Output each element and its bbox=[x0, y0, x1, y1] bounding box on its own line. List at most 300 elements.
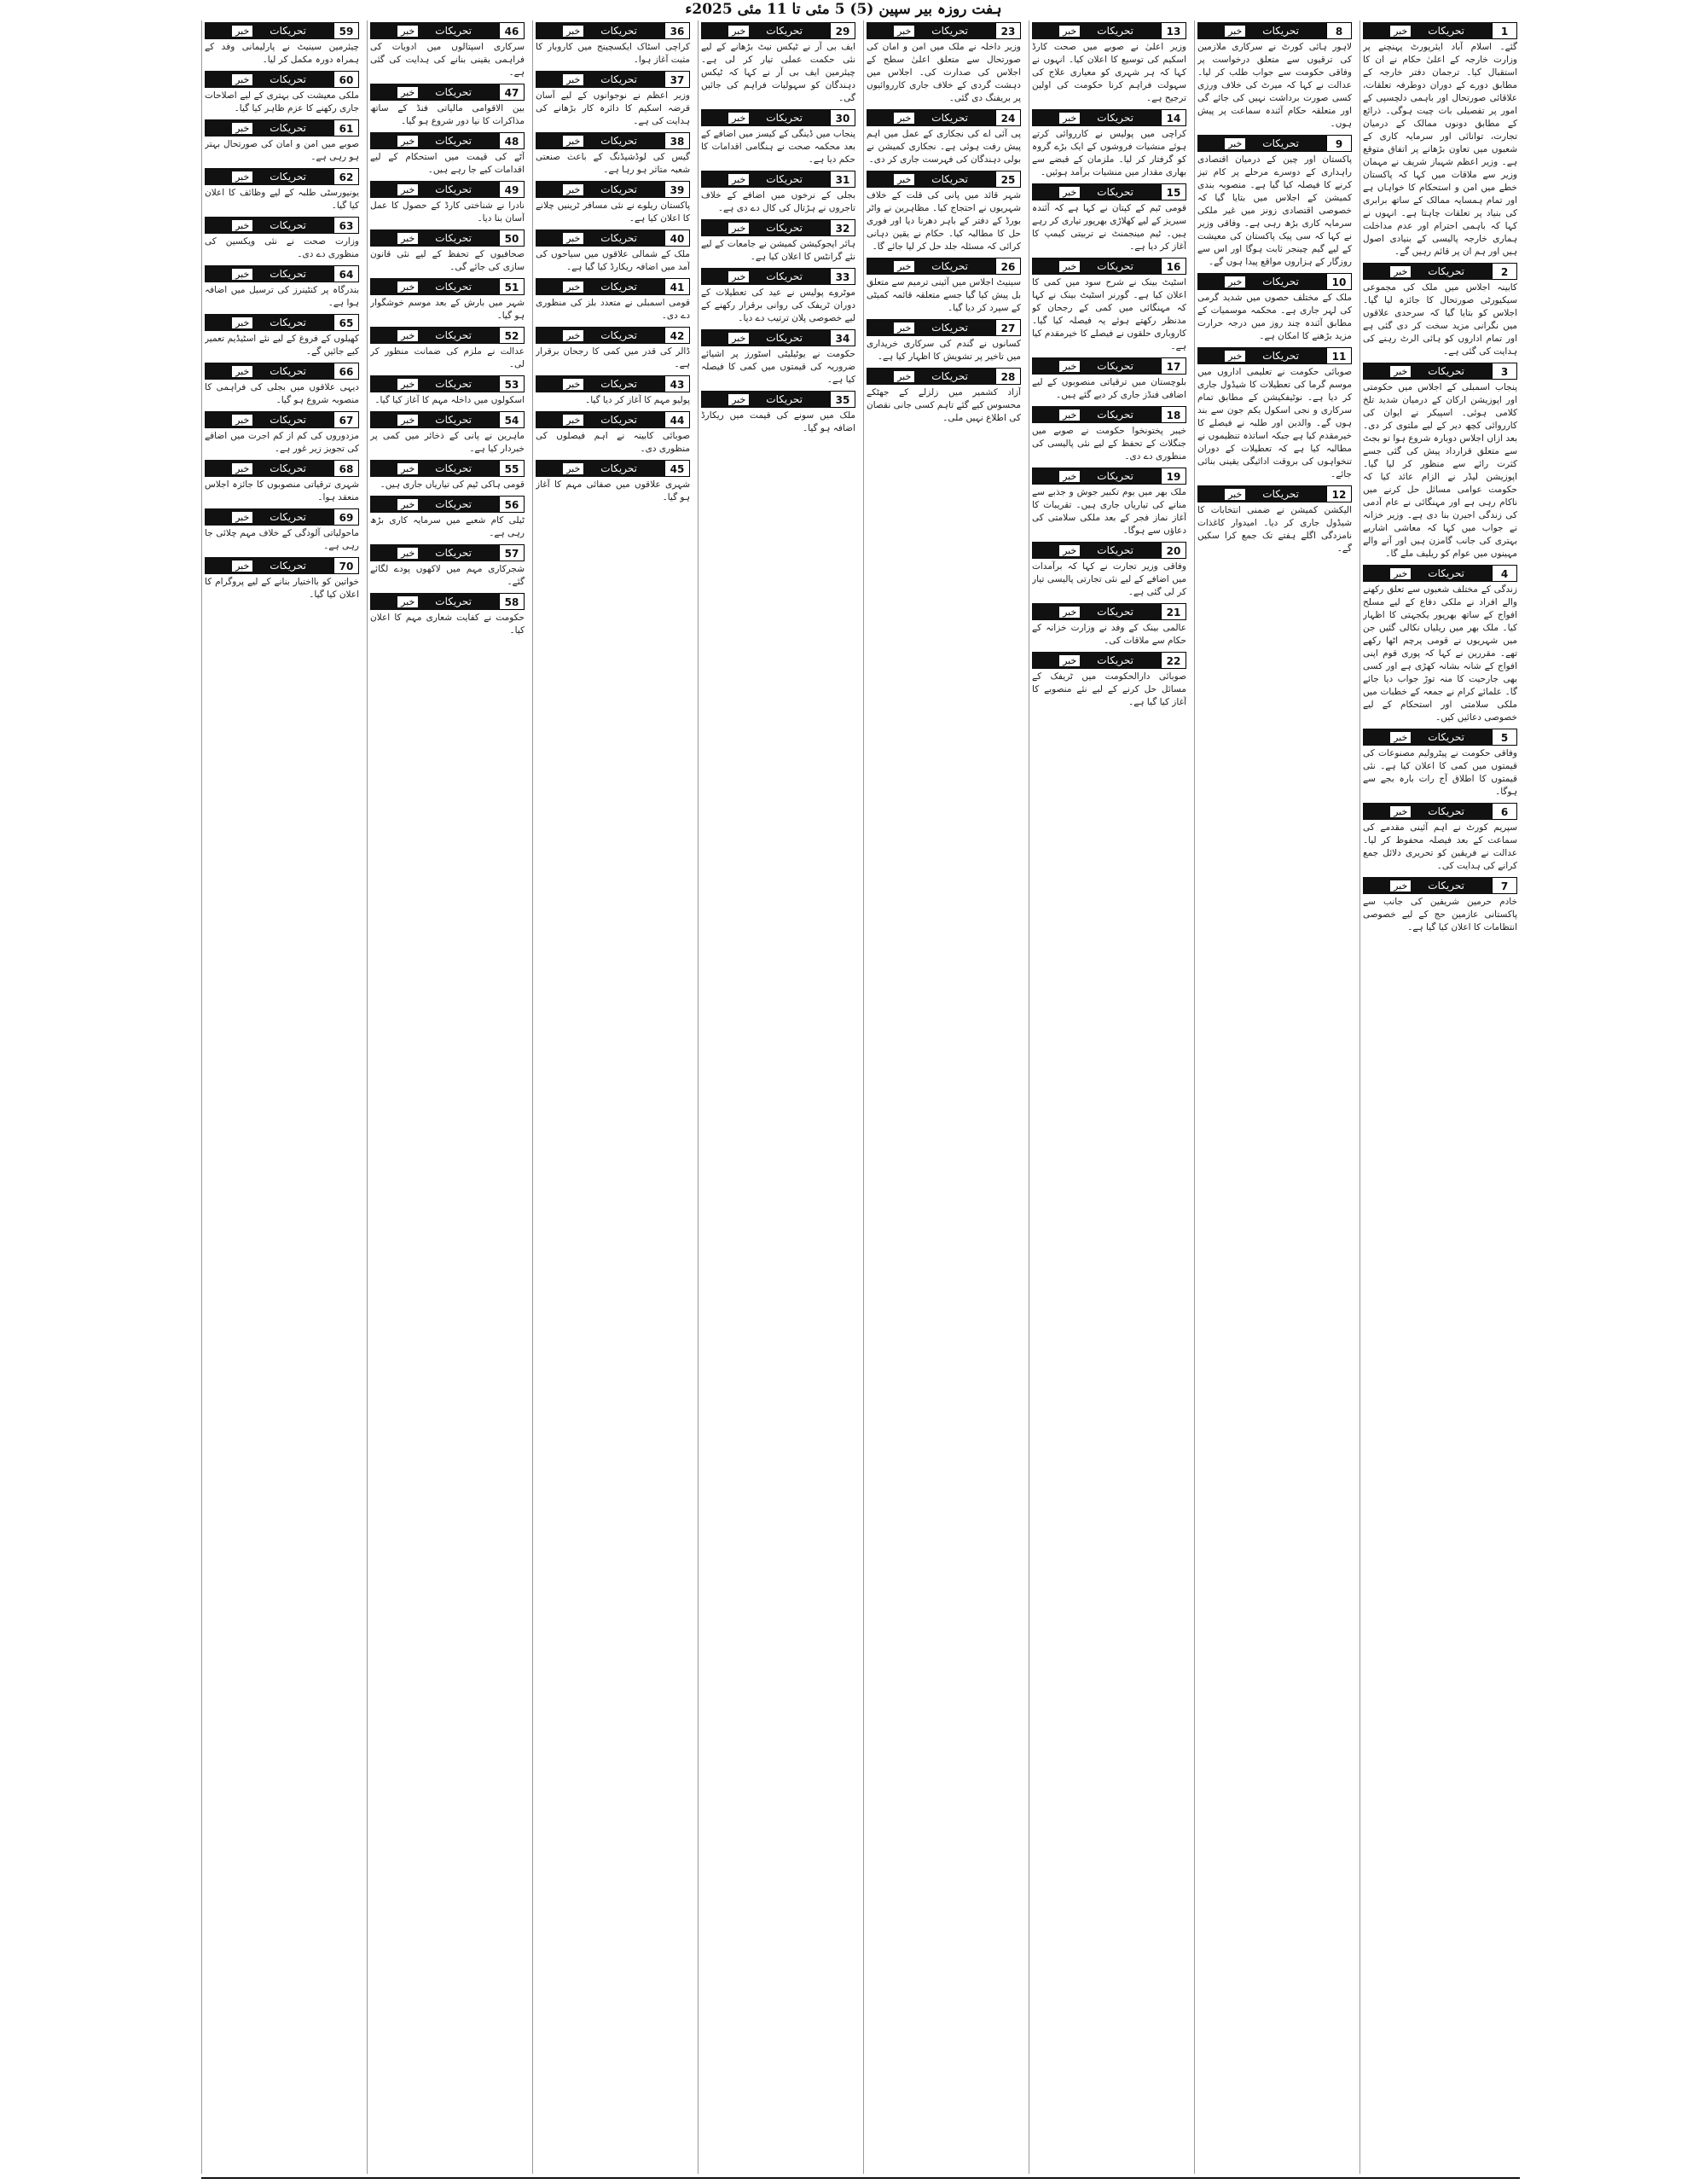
news-item-text: پی آئی اے کی نجکاری کے عمل میں اہم پیش رفت ہوئی ہے۔ نجکاری کمیشن نے بولی دہندگان کی فہرست جاری کر دی۔ bbox=[867, 129, 1021, 165]
section-label: خبر bbox=[563, 379, 583, 390]
item-number: 45 bbox=[664, 460, 690, 477]
news-item bbox=[536, 20, 690, 67]
news-item bbox=[1197, 484, 1352, 555]
section-label: خبر bbox=[397, 330, 418, 341]
section-bar bbox=[1032, 22, 1161, 39]
section-label-secondary: تحریکات bbox=[270, 317, 306, 328]
section-label-secondary: تحریکات bbox=[600, 25, 637, 37]
section-label-secondary: تحریکات bbox=[1097, 654, 1133, 666]
section-label: خبر bbox=[232, 366, 252, 377]
section-label: خبر bbox=[232, 561, 252, 572]
news-item bbox=[1197, 20, 1352, 131]
item-number: 8 bbox=[1326, 22, 1352, 39]
news-item-header bbox=[205, 508, 359, 526]
item-number: 40 bbox=[664, 229, 690, 247]
right-margin bbox=[1520, 0, 1687, 2184]
news-item-header bbox=[867, 258, 1021, 275]
news-item-text: نادرا نے شناختی کارڈ کے حصول کا عمل آسان بنا دیا۔ bbox=[370, 200, 525, 224]
item-number: 3 bbox=[1492, 363, 1517, 380]
news-item-text: ہائر ایجوکیشن کمیشن نے جامعات کے لیے نئے گرانٹس کا اعلان کیا ہے۔ bbox=[701, 239, 855, 262]
news-item bbox=[536, 228, 690, 274]
section-bar bbox=[370, 593, 499, 610]
section-label: خبر bbox=[397, 596, 418, 607]
news-item-text: قومی اسمبلی نے متعدد بلز کی منظوری دے دی۔ bbox=[536, 298, 690, 321]
section-label-secondary: تحریکات bbox=[435, 281, 472, 293]
section-label-secondary: تحریکات bbox=[435, 183, 472, 195]
section-label-secondary: تحریکات bbox=[435, 378, 472, 390]
news-item-header bbox=[1363, 803, 1517, 820]
news-item-text: زندگی کے مختلف شعبوں سے تعلق رکھنے والے افراد نے ملکی دفاع کے لیے مسلح افواج کے ساتھ بھرپور یکجہتی کا اظہار کیا۔ ملک بھر میں ریلیاں نکالی گئیں جن میں شہریوں نے قومی پرچم اٹھا رکھے تھے۔ مقررین نے کہا کہ پوری قوم اپنی افواج کے شانہ بشانہ کھڑی ہے اور کسی بھی جارحیت کا منہ توڑ جواب دیا جائے گا۔ علمائے کرام نے جمعہ کے خطبات میں ملکی سلامتی اور استحکام کے لیے خصوصی دعائیں کیں۔ bbox=[1363, 584, 1517, 723]
item-number: 28 bbox=[995, 368, 1021, 385]
item-number: 65 bbox=[333, 314, 359, 331]
section-label-secondary: تحریکات bbox=[1097, 186, 1133, 198]
news-item bbox=[1032, 256, 1186, 353]
news-item-header bbox=[370, 181, 525, 198]
section-label-secondary: تحریکات bbox=[1262, 137, 1299, 149]
item-number: 67 bbox=[333, 411, 359, 428]
section-label-secondary: تحریکات bbox=[766, 173, 803, 185]
item-number: 61 bbox=[333, 119, 359, 136]
section-label-secondary: تحریکات bbox=[931, 370, 968, 382]
section-label-secondary: تحریکات bbox=[1428, 567, 1464, 579]
news-item bbox=[1032, 601, 1186, 648]
section-bar bbox=[205, 460, 333, 477]
item-number: 4 bbox=[1492, 565, 1517, 582]
item-number: 68 bbox=[333, 460, 359, 477]
section-label-secondary: تحریکات bbox=[270, 462, 306, 474]
section-label: خبر bbox=[728, 271, 749, 282]
news-item-text: کابینہ اجلاس میں ملک کی مجموعی سیکیورٹی صورتحال کا جائزہ لیا گیا۔ اجلاس کو بتایا گیا کہ سرحدی علاقوں میں نگرانی مزید سخت کر دی گئی ہے اور تمام اداروں کو ہائی الرٹ رہنے کی ہدایت کی گئی ہے۔ bbox=[1363, 282, 1517, 357]
item-number: 35 bbox=[830, 391, 855, 408]
item-number: 69 bbox=[333, 508, 359, 526]
section-label-secondary: تحریکات bbox=[600, 135, 637, 147]
section-label: خبر bbox=[397, 87, 418, 98]
section-label-secondary: تحریکات bbox=[766, 270, 803, 282]
news-item-text: پاکستان ریلوے نے نئی مسافر ٹرینیں چلانے کا اعلان کیا ہے۔ bbox=[536, 200, 690, 224]
item-number: 39 bbox=[664, 181, 690, 198]
section-label-secondary: تحریکات bbox=[270, 365, 306, 377]
news-item-header bbox=[205, 168, 359, 185]
news-item-text: خادم حرمین شریفین کی جانب سے پاکستانی عازمین حج کے لیے خصوصی انتظامات کا اعلان کیا گیا ہے۔ bbox=[1363, 897, 1517, 932]
section-label-secondary: تحریکات bbox=[1097, 606, 1133, 618]
news-item-text: شجرکاری مہم میں لاکھوں پودے لگائے گئے۔ bbox=[370, 564, 525, 587]
item-number: 20 bbox=[1161, 542, 1186, 559]
section-label: خبر bbox=[728, 223, 749, 234]
section-label-secondary: تحریکات bbox=[435, 25, 472, 37]
item-number: 9 bbox=[1326, 135, 1352, 152]
news-item-text: سرکاری اسپتالوں میں ادویات کی فراہمی یقینی بنانے کی ہدایت کی گئی ہے۔ bbox=[370, 42, 525, 78]
section-bar bbox=[701, 171, 830, 188]
section-label-secondary: تحریکات bbox=[435, 232, 472, 244]
section-label-secondary: تحریکات bbox=[600, 232, 637, 244]
section-label-secondary: تحریکات bbox=[600, 329, 637, 341]
item-number: 15 bbox=[1161, 183, 1186, 200]
news-item bbox=[205, 69, 359, 115]
news-item bbox=[1363, 727, 1517, 799]
news-item-text: پاکستان اور چین کے درمیان اقتصادی راہداری کے دوسرے مرحلے پر کام تیز کرنے کا فیصلہ کیا گیا ہے۔ منصوبہ بندی کمیشن کے اجلاس میں بتایا گیا کہ خصوصی اقتصادی زونز میں غیر ملکی سرمایہ کاری بڑھ رہی ہے۔ وفاقی وزیر نے کہا کہ سی پیک پاکستان کی معیشت کے لیے گیم چینجر ثابت ہوگا اور اس سے روزگار کے ہزاروں مواقع پیدا ہوں گے۔ bbox=[1197, 154, 1352, 267]
news-item-header bbox=[205, 265, 359, 282]
section-bar bbox=[701, 22, 830, 39]
news-item-header bbox=[370, 132, 525, 149]
news-item bbox=[370, 276, 525, 322]
section-label-secondary: تحریکات bbox=[270, 414, 306, 426]
news-column bbox=[698, 20, 858, 2174]
news-item-header bbox=[1032, 652, 1186, 669]
news-item-text: کراچی میں پولیس نے کارروائی کرتے ہوئے منشیات فروشوں کے ایک بڑے گروہ کو گرفتار کر لیا۔ ملزمان کے قبضے سے بھاری مقدار میں منشیات برآمد ہوئیں۔ bbox=[1032, 129, 1186, 177]
item-number: 52 bbox=[499, 327, 525, 344]
item-number: 41 bbox=[664, 278, 690, 295]
section-label: خبر bbox=[563, 26, 583, 37]
news-item-text: یونیورسٹی طلبہ کے لیے وظائف کا اعلان کیا گیا۔ bbox=[205, 188, 359, 211]
section-label-secondary: تحریکات bbox=[435, 414, 472, 426]
section-label: خبر bbox=[563, 74, 583, 85]
section-label-secondary: تحریکات bbox=[766, 332, 803, 344]
news-item-text: کھیلوں کے فروغ کے لیے نئے اسٹیڈیم تعمیر کیے جائیں گے۔ bbox=[205, 334, 359, 357]
news-item bbox=[205, 166, 359, 212]
section-label: خبر bbox=[894, 322, 914, 334]
section-label-secondary: تحریکات bbox=[1428, 805, 1464, 817]
section-bar bbox=[1032, 109, 1161, 126]
news-item-text: پولیو مہم کا آغاز کر دیا گیا۔ bbox=[585, 395, 690, 405]
news-item-text: سپریم کورٹ نے اہم آئینی مقدمے کی سماعت کے بعد فیصلہ محفوظ کر لیا۔ عدالت نے فریقین کو تحریری دلائل جمع کرانے کی ہدایت کی۔ bbox=[1363, 822, 1517, 871]
item-number: 16 bbox=[1161, 258, 1186, 275]
news-item bbox=[536, 69, 690, 128]
news-item-text: قومی ہاکی ٹیم کی تیاریاں جاری ہیں۔ bbox=[380, 479, 525, 490]
section-label: خبر bbox=[232, 463, 252, 474]
section-label: خبر bbox=[563, 415, 583, 426]
section-label-secondary: تحریکات bbox=[600, 462, 637, 474]
section-label-secondary: تحریکات bbox=[435, 498, 472, 510]
news-item bbox=[1032, 182, 1186, 253]
news-item bbox=[205, 264, 359, 310]
news-item bbox=[701, 218, 855, 264]
section-bar bbox=[370, 132, 499, 149]
news-item-header bbox=[701, 22, 855, 39]
section-label-secondary: تحریکات bbox=[1097, 409, 1133, 421]
news-item-text: کراچی اسٹاک ایکسچینج میں کاروبار کا مثبت آغاز ہوا۔ bbox=[536, 42, 690, 65]
section-label: خبر bbox=[1390, 366, 1411, 377]
news-item-text: ایف بی آر نے ٹیکس نیٹ بڑھانے کے لیے نئی حکمت عملی تیار کر لی ہے۔ چیئرمین ایف بی آر نے کہا کہ ٹیکس دہندگان کو سہولیات فراہم کی جائیں گی۔ bbox=[701, 42, 855, 103]
news-item bbox=[370, 458, 525, 491]
section-bar bbox=[536, 375, 664, 392]
news-item-text: موٹروے پولیس نے عید کی تعطیلات کے دوران ٹریفک کی روانی برقرار رکھنے کے لیے خصوصی پلان ترتیب دے دیا۔ bbox=[701, 288, 855, 323]
news-item-text: گیس کی لوڈشیڈنگ کے باعث صنعتی شعبہ متاثر ہو رہا ہے۔ bbox=[536, 152, 690, 175]
news-item-header bbox=[370, 84, 525, 101]
news-item bbox=[536, 325, 690, 371]
news-item-header bbox=[205, 119, 359, 136]
item-number: 43 bbox=[664, 375, 690, 392]
news-item bbox=[205, 118, 359, 164]
section-label: خبر bbox=[728, 394, 749, 405]
item-number: 17 bbox=[1161, 357, 1186, 375]
section-label: خبر bbox=[1390, 26, 1411, 37]
news-item bbox=[1032, 540, 1186, 599]
news-item-header bbox=[1363, 263, 1517, 280]
news-item-header bbox=[701, 391, 855, 408]
section-bar bbox=[1032, 468, 1161, 485]
news-item-header bbox=[370, 411, 525, 428]
news-item-header bbox=[701, 171, 855, 188]
news-item-header bbox=[205, 71, 359, 88]
news-item-text: ماحولیاتی آلودگی کے خلاف مہم چلائی جا رہی ہے۔ bbox=[205, 528, 359, 551]
news-item-header bbox=[370, 229, 525, 247]
item-number: 50 bbox=[499, 229, 525, 247]
section-label: خبر bbox=[1225, 276, 1245, 288]
news-item-text: شہر قائد میں پانی کی قلت کے خلاف شہریوں نے احتجاج کیا۔ مظاہرین نے واٹر بورڈ کے دفتر کے باہر دھرنا دیا اور فوری حل کا مطالبہ کیا۔ حکام نے یقین دہانی کرائی کہ مسئلہ جلد حل کر لیا جائے گا۔ bbox=[867, 190, 1021, 252]
section-bar bbox=[205, 411, 333, 428]
item-number: 66 bbox=[333, 363, 359, 380]
news-item-header bbox=[1197, 485, 1352, 502]
news-item bbox=[1197, 346, 1352, 481]
section-label: خبر bbox=[397, 379, 418, 390]
news-item bbox=[205, 215, 359, 261]
news-item bbox=[205, 410, 359, 456]
news-item-header bbox=[205, 557, 359, 574]
news-item-text: عدالت نے ملزم کی ضمانت منظور کر لی۔ bbox=[370, 346, 525, 369]
news-item-header bbox=[1197, 135, 1352, 152]
section-label-secondary: تحریکات bbox=[1097, 470, 1133, 482]
section-label-secondary: تحریکات bbox=[931, 173, 968, 185]
section-bar bbox=[867, 171, 995, 188]
item-number: 1 bbox=[1492, 22, 1517, 39]
section-label-secondary: تحریکات bbox=[435, 547, 472, 559]
news-item-text: حکومت نے کفایت شعاری مہم کا اعلان کیا۔ bbox=[370, 613, 525, 636]
news-item-header bbox=[205, 460, 359, 477]
section-label: خبر bbox=[1059, 261, 1080, 272]
news-item bbox=[1032, 356, 1186, 402]
news-item bbox=[536, 458, 690, 504]
section-label: خبر bbox=[728, 333, 749, 344]
news-item-text: اسٹیٹ بینک نے شرح سود میں کمی کا اعلان کیا ہے۔ گورنر اسٹیٹ بینک نے کہا کہ مہنگائی میں کمی کے رجحان کو مدنظر رکھتے ہوئے یہ فیصلہ کیا گیا۔ کاروباری حلقوں نے فیصلے کا خیرمقدم کیا ہے۔ bbox=[1032, 277, 1186, 351]
news-item-header bbox=[205, 314, 359, 331]
news-item-text: ماہرین نے پانی کے ذخائر میں کمی پر خبردار کیا ہے۔ bbox=[370, 431, 525, 454]
section-label: خبر bbox=[1390, 266, 1411, 277]
section-label-secondary: تحریکات bbox=[1262, 276, 1299, 288]
section-bar bbox=[205, 119, 333, 136]
news-item bbox=[536, 276, 690, 322]
news-item-header bbox=[1363, 565, 1517, 582]
news-item-header bbox=[536, 229, 690, 247]
news-item-text: صوبائی حکومت نے تعلیمی اداروں میں موسم گرما کی تعطیلات کا شیڈول جاری کر دیا ہے۔ نوٹیفکیشن کے مطابق تمام سرکاری و نجی اسکول یکم جون سے بند ہوں گے۔ والدین اور طلبہ نے فیصلے کا خیرمقدم کیا ہے جبکہ اساتذہ تنظیموں نے مطالبہ کیا ہے کہ تعطیلات کے دوران تنخواہوں کی بروقت ادائیگی یقینی بنائی جائے۔ bbox=[1197, 367, 1352, 479]
news-column bbox=[532, 20, 693, 2174]
news-item-text: آٹے کی قیمت میں استحکام کے لیے اقدامات کیے جا رہے ہیں۔ bbox=[370, 152, 525, 175]
section-label: خبر bbox=[232, 26, 252, 37]
news-item bbox=[370, 228, 525, 274]
section-label: خبر bbox=[397, 184, 418, 195]
news-item bbox=[1197, 271, 1352, 343]
news-item bbox=[701, 328, 855, 386]
news-item-text: شہر میں بارش کے بعد موسم خوشگوار ہو گیا۔ bbox=[370, 298, 525, 321]
section-bar bbox=[701, 109, 830, 126]
news-item bbox=[867, 366, 1021, 425]
section-bar bbox=[205, 363, 333, 380]
section-bar bbox=[1197, 273, 1326, 290]
news-item-text: خواتین کو بااختیار بنانے کے لیے پروگرام کا اعلان کیا گیا۔ bbox=[205, 577, 359, 600]
news-item-text: پنجاب اسمبلی کے اجلاس میں حکومتی اور اپوزیشن ارکان کے درمیان شدید تلخ کلامی ہوئی۔ اسپیکر نے ایوان کی کارروائی کچھ دیر کے لیے ملتوی کر دی۔ بعد ازاں اجلاس دوبارہ شروع ہوا تو بجٹ سے متعلق قرارداد پیش کی گئی جسے کثرت رائے سے منظور کر لیا گیا۔ اپوزیشن لیڈر نے الزام عائد کیا کہ حکومت عوامی مسائل حل کرنے میں ناکام رہی ہے اور مہنگائی نے عام آدمی کی زندگی اجیرن بنا دی ہے۔ وزیر خزانہ نے جواب میں کہا کہ معاشی اشاریے بہتری کی جانب گامزن ہیں اور آنے والے مہینوں میں عوام کو ریلیف ملے گا۔ bbox=[1363, 382, 1517, 559]
section-label: خبر bbox=[1225, 26, 1245, 37]
news-item-text: دیہی علاقوں میں بجلی کی فراہمی کا منصوبہ شروع ہو گیا۔ bbox=[205, 382, 359, 405]
news-item-text: بین الاقوامی مالیاتی فنڈ کے ساتھ مذاکرات کا نیا دور شروع ہو گیا۔ bbox=[370, 103, 525, 126]
item-number: 59 bbox=[333, 22, 359, 39]
item-number: 21 bbox=[1161, 603, 1186, 620]
news-item bbox=[536, 131, 690, 177]
section-bar bbox=[370, 278, 499, 295]
section-label: خبر bbox=[728, 174, 749, 185]
section-label-secondary: تحریکات bbox=[270, 171, 306, 183]
section-bar bbox=[536, 22, 664, 39]
section-bar bbox=[867, 368, 995, 385]
news-item bbox=[867, 169, 1021, 253]
news-item-header bbox=[867, 22, 1021, 39]
section-label-secondary: تحریکات bbox=[270, 511, 306, 523]
news-item bbox=[1197, 133, 1352, 269]
section-bar bbox=[536, 278, 664, 295]
section-bar bbox=[1032, 406, 1161, 423]
section-bar bbox=[1197, 135, 1326, 152]
section-label-secondary: تحریکات bbox=[931, 322, 968, 334]
item-number: 12 bbox=[1326, 485, 1352, 502]
news-item-text: ملکی معیشت کی بہتری کے لیے اصلاحات جاری رکھنے کا عزم ظاہر کیا گیا۔ bbox=[205, 90, 359, 113]
item-number: 46 bbox=[499, 22, 525, 39]
news-item bbox=[370, 179, 525, 225]
section-label-secondary: تحریکات bbox=[1428, 880, 1464, 892]
news-item-text: حکومت نے یوٹیلیٹی اسٹورز پر اشیائے ضروریہ کی قیمتوں میں کمی کا فیصلہ کیا ہے۔ bbox=[701, 349, 855, 385]
item-number: 48 bbox=[499, 132, 525, 149]
news-item-text: ڈالر کی قدر میں کمی کا رجحان برقرار ہے۔ bbox=[536, 346, 690, 369]
section-bar bbox=[536, 460, 664, 477]
section-label: خبر bbox=[397, 136, 418, 147]
section-label-secondary: تحریکات bbox=[766, 393, 803, 405]
item-number: 55 bbox=[499, 460, 525, 477]
news-item-header bbox=[370, 593, 525, 610]
item-number: 23 bbox=[995, 22, 1021, 39]
news-item-text: وفاقی حکومت نے پیٹرولیم مصنوعات کی قیمتوں میں کمی کا اعلان کیا ہے۔ نئی قیمتوں کا اطلاق آج رات بارہ بجے سے ہوگا۔ bbox=[1363, 748, 1517, 797]
news-item bbox=[370, 494, 525, 540]
section-label: خبر bbox=[397, 415, 418, 426]
item-number: 51 bbox=[499, 278, 525, 295]
news-item bbox=[701, 266, 855, 325]
section-bar bbox=[701, 219, 830, 236]
page-title: ہفت روزہ بیر سپین (5) 5 مئی تا 11 مئی 2025ء bbox=[685, 1, 1002, 18]
news-item-text: چیئرمین سینیٹ نے پارلیمانی وفد کے ہمراہ دورہ مکمل کر لیا۔ bbox=[205, 42, 359, 65]
section-label-secondary: تحریکات bbox=[600, 281, 637, 293]
news-item-header bbox=[370, 327, 525, 344]
news-item-text: وفاقی وزیر تجارت نے کہا کہ برآمدات میں اضافے کے لیے نئی تجارتی پالیسی تیار کر لی گئی ہے۔ bbox=[1032, 561, 1186, 597]
section-bar bbox=[701, 329, 830, 346]
footer-rule bbox=[201, 2177, 1520, 2179]
news-item-header bbox=[1032, 406, 1186, 423]
news-item-header bbox=[205, 22, 359, 39]
section-label: خبر bbox=[1225, 489, 1245, 500]
news-item-text: عالمی بینک کے وفد نے وزارت خزانہ کے حکام سے ملاقات کی۔ bbox=[1032, 623, 1186, 646]
news-column bbox=[1029, 20, 1189, 2174]
section-label: خبر bbox=[894, 261, 914, 272]
news-item bbox=[205, 312, 359, 358]
news-item-header bbox=[370, 544, 525, 561]
section-label: خبر bbox=[1390, 880, 1411, 892]
news-item-header bbox=[536, 278, 690, 295]
section-bar bbox=[536, 132, 664, 149]
section-label: خبر bbox=[397, 26, 418, 37]
news-item-header bbox=[370, 375, 525, 392]
news-item bbox=[1032, 466, 1186, 537]
section-bar bbox=[370, 327, 499, 344]
section-label: خبر bbox=[563, 184, 583, 195]
news-item-header bbox=[370, 496, 525, 513]
section-label-secondary: تحریکات bbox=[435, 462, 472, 474]
section-bar bbox=[370, 460, 499, 477]
item-number: 53 bbox=[499, 375, 525, 392]
section-label: خبر bbox=[563, 136, 583, 147]
section-bar bbox=[536, 327, 664, 344]
news-item bbox=[1032, 107, 1186, 179]
section-bar bbox=[536, 229, 664, 247]
item-number: 32 bbox=[830, 219, 855, 236]
news-item-text: بندرگاہ پر کنٹینرز کی ترسیل میں اضافہ ہوا ہے۔ bbox=[205, 285, 359, 308]
section-bar bbox=[370, 496, 499, 513]
news-item-header bbox=[1032, 542, 1186, 559]
section-bar bbox=[370, 22, 499, 39]
section-bar bbox=[536, 411, 664, 428]
section-bar bbox=[370, 229, 499, 247]
news-item-header bbox=[1032, 468, 1186, 485]
section-label-secondary: تحریکات bbox=[766, 112, 803, 124]
news-item bbox=[867, 317, 1021, 363]
news-item bbox=[1363, 563, 1517, 724]
news-item bbox=[701, 389, 855, 435]
news-item-header bbox=[1363, 729, 1517, 746]
section-bar bbox=[205, 557, 333, 574]
news-item-header bbox=[1032, 357, 1186, 375]
news-item-header bbox=[1032, 109, 1186, 126]
section-label-secondary: تحریکات bbox=[1097, 25, 1133, 37]
section-bar bbox=[1363, 877, 1492, 894]
news-item-header bbox=[205, 411, 359, 428]
section-label-secondary: تحریکات bbox=[270, 122, 306, 134]
section-label: خبر bbox=[397, 548, 418, 559]
news-item bbox=[701, 107, 855, 166]
section-label: خبر bbox=[232, 220, 252, 231]
news-item-header bbox=[1032, 183, 1186, 200]
section-label: خبر bbox=[232, 269, 252, 280]
item-number: 30 bbox=[830, 109, 855, 126]
news-item bbox=[1363, 20, 1517, 258]
news-item bbox=[205, 507, 359, 553]
news-item-header bbox=[536, 375, 690, 392]
item-number: 70 bbox=[333, 557, 359, 574]
section-label: خبر bbox=[1059, 655, 1080, 666]
section-bar bbox=[1032, 258, 1161, 275]
section-bar bbox=[370, 411, 499, 428]
section-label-secondary: تحریکات bbox=[435, 86, 472, 98]
section-label-secondary: تحریکات bbox=[600, 414, 637, 426]
section-label-secondary: تحریکات bbox=[1262, 488, 1299, 500]
news-item bbox=[370, 131, 525, 177]
section-bar bbox=[1363, 729, 1492, 746]
news-item-text: لاہور ہائی کورٹ نے سرکاری ملازمین کی ترقیوں سے متعلق درخواست پر وفاقی حکومت سے جواب طلب کر لیا۔ عدالت نے کہا کہ میرٹ کی خلاف ورزی کسی صورت برداشت نہیں کی جائے گی اور متعلقہ حکام آئندہ سماعت پر پیش ہوں۔ bbox=[1197, 42, 1352, 129]
news-item-text: وزیر داخلہ نے ملک میں امن و امان کی صورتحال سے متعلق اعلیٰ سطح کے اجلاس کی صدارت کی۔ اجلاس میں دہشت گردی کے خلاف جاری کارروائیوں پر بریفنگ دی گئی۔ bbox=[867, 42, 1021, 103]
news-item-header bbox=[867, 319, 1021, 336]
item-number: 6 bbox=[1492, 803, 1517, 820]
section-label-secondary: تحریکات bbox=[270, 73, 306, 85]
item-number: 5 bbox=[1492, 729, 1517, 746]
section-bar bbox=[1032, 652, 1161, 669]
news-item bbox=[867, 107, 1021, 166]
section-label: خبر bbox=[232, 123, 252, 134]
news-item-header bbox=[370, 278, 525, 295]
item-number: 54 bbox=[499, 411, 525, 428]
news-item-header bbox=[370, 22, 525, 39]
